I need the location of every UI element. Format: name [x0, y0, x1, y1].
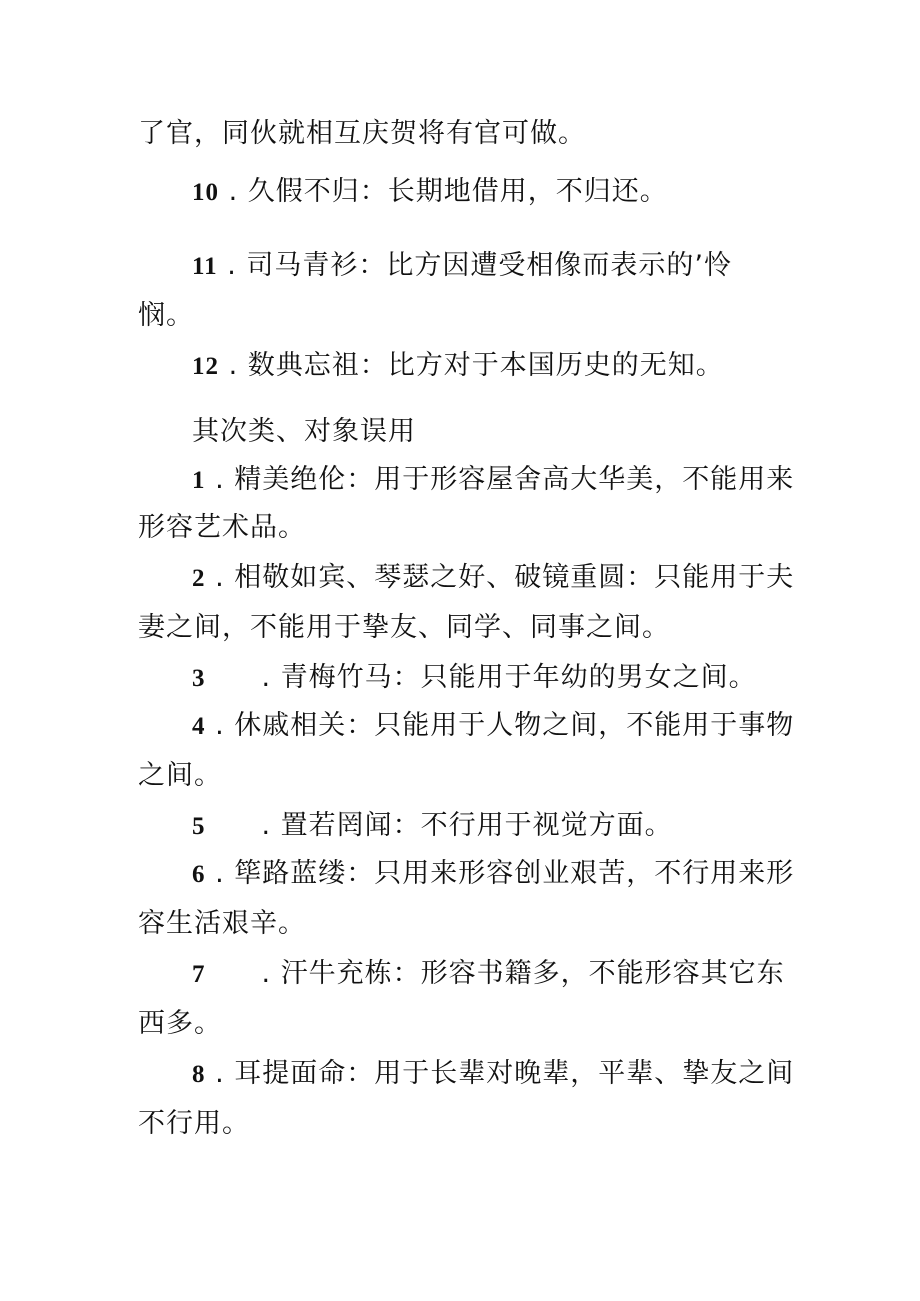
- list-item-continuation: 悯。: [138, 300, 194, 331]
- item-number: 3: [192, 665, 206, 692]
- item-text: . 司马青衫：比方因遭受相像而表示的’怜: [227, 250, 732, 281]
- item-text: . 置若罔闻：不行用于视觉方面。: [261, 810, 673, 841]
- item-number: 7: [192, 961, 206, 988]
- list-item-continuation: 容生活艰辛。: [138, 908, 306, 939]
- list-item: [192, 350, 724, 383]
- item-number: 12: [192, 353, 219, 380]
- list-item-continuation: 西多。: [138, 1008, 222, 1039]
- item-text: . 久假不归：长期地借用，不归还。: [228, 176, 668, 207]
- list-item: [192, 810, 673, 843]
- item-number: 1: [192, 467, 206, 494]
- item-number: 4: [192, 713, 206, 740]
- item-text: . 青梅竹马：只能用于年幼的男女之间。: [261, 662, 757, 693]
- item-text: . 汗牛充栋：形容书籍多，不能形容其它东: [261, 958, 785, 989]
- item-number: 8: [192, 1061, 206, 1088]
- list-item-continuation: 形容艺术品。: [138, 512, 306, 543]
- list-item-continuation: 不行用。: [138, 1108, 250, 1139]
- list-item: [192, 858, 794, 891]
- list-item: [192, 464, 794, 497]
- list-item: [192, 250, 732, 283]
- item-number: 11: [192, 253, 218, 280]
- item-text: . 休戚相关：只能用于人物之间，不能用于事物: [215, 710, 795, 741]
- list-item: [192, 958, 785, 991]
- item-number: 6: [192, 861, 206, 888]
- section-heading: 其次类、对象误用: [192, 416, 416, 447]
- list-item: [192, 662, 757, 695]
- list-item: [192, 1058, 794, 1091]
- list-item-continuation: 之间。: [138, 760, 222, 791]
- list-item: [192, 176, 668, 209]
- item-number: 2: [192, 565, 206, 592]
- item-text: . 数典忘祖：比方对于本国历史的无知。: [228, 350, 724, 381]
- list-item: [192, 710, 794, 743]
- list-item: [192, 562, 794, 595]
- item-text: . 相敬如宾、琴瑟之好、破镜重圆：只能用于夫: [215, 562, 795, 593]
- item-text: . 耳提面命：用于长辈对晚辈，平辈、挚友之间: [215, 1058, 795, 1089]
- item-text: . 筚路蓝缕：只用来形容创业艰苦，不行用来形: [215, 858, 795, 889]
- item-text: . 精美绝伦：用于形容屋舍高大华美，不能用来: [215, 464, 795, 495]
- item-number: 5: [192, 813, 206, 840]
- item-number: 10: [192, 179, 219, 206]
- list-item-continuation: 妻之间，不能用于挚友、同学、同事之间。: [138, 612, 670, 643]
- continuation-line: 了官，同伙就相互庆贺将有官可做。: [138, 118, 586, 149]
